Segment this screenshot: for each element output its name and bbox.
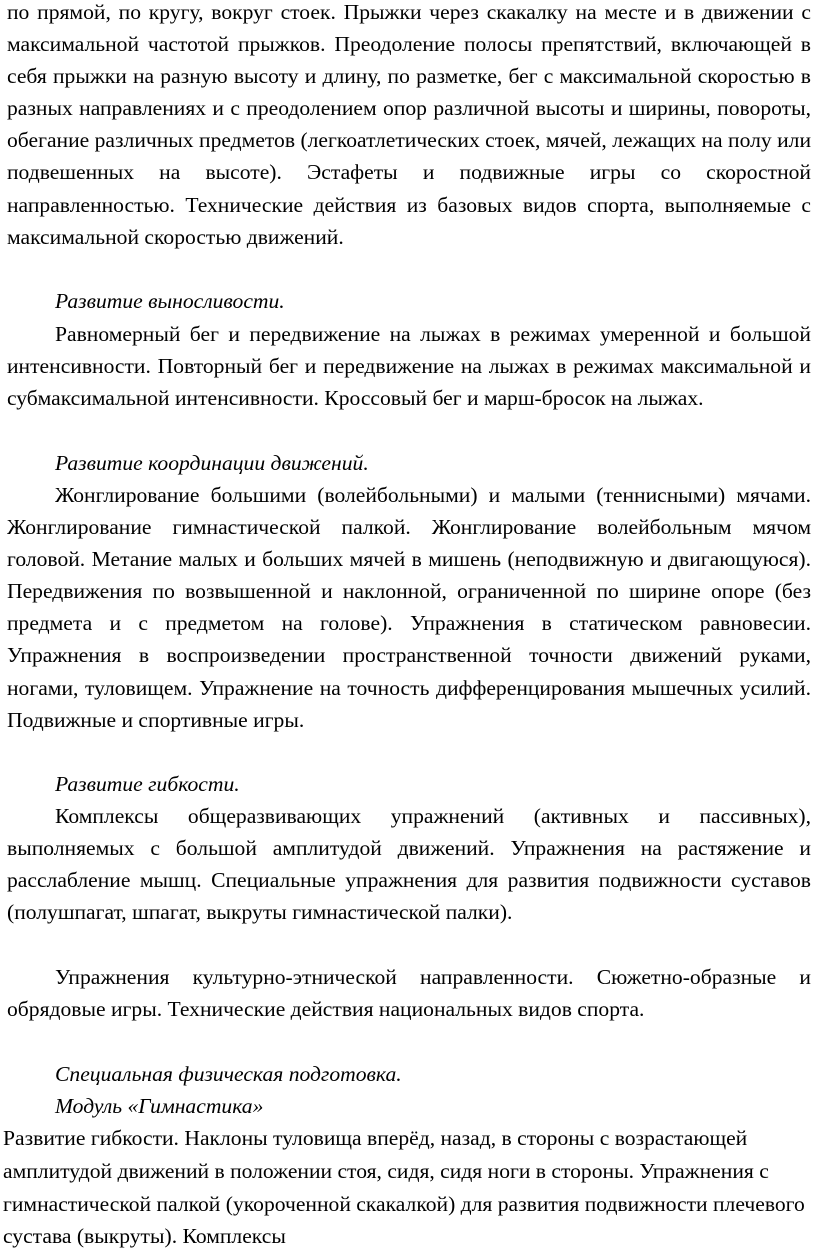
heading-special-training: Специальная физическая подготовка. (55, 1062, 402, 1086)
paragraph-gymnastics-flexibility: Развитие гибкости. Наклоны туловища вперёд, назад, в стороны с возрастающей амплитудой движений в положении стоя, сидя, сидя ноги в стороны. Упражнения с гимнастической палкой (укороченной скакалкой) для развития подвижности плечевого сустава (выкруты). Комплексы (3, 1126, 805, 1249)
paragraph-coordination: Жонглирование большими (волейбольными) и малыми (теннисными) мячами. Жонглирование гимнастической палкой. Жонглирование волейбольным мячом головой. Метание малых и больших мячей в мишень (неподвижную и двигающуюся). Передвижения по возвышенной и наклонной, ограниченной по ширине опоре (без предмета и с предметом на голове). Упражнения в статическом равновесии. Упражнения в воспроизведении пространственной точности движений руками, ногами, туловищем. Упражнение на точность дифференцирования мышечных усилий. Подвижные и спортивные игры. (7, 483, 811, 732)
paragraph-flexibility: Комплексы общеразвивающих упражнений (активных и пассивных), выполняемых с большой амплитудой движений. Упражнения на растяжение и расслабление мышц. Специальные упражнения для развития подвижности суставов (полушпагат, шпагат, выкруты гимнастической палки). (7, 804, 811, 925)
paragraph-ethnocultural: Упражнения культурно-этнической направленности. Сюжетно-образные и обрядовые игры. Технические действия национальных видов спорта. (7, 965, 811, 1022)
heading-coordination: Развитие координации движений. (55, 451, 369, 475)
heading-module-gymnastics: Модуль «Гимнастика» (55, 1094, 264, 1118)
paragraph-speed-exercises: по прямой, по кругу, вокруг стоек. Прыжки через скакалку на месте и в движении с максимальной частотой прыжков. Преодоление полосы препятствий, включающей в себя прыжки на разную высоту и длину, по разметке, бег с максимальной скоростью в разных направлениях и с преодолением опор различной высоты и ширины, повороты, обегание различных предметов (легкоатлетических стоек, мячей, лежащих на полу или подвешенных на высоте). Эстафеты и подвижные игры со скоростной направленностью. Технические действия из базовых видов спорта, выполняемые с максимальной скоростью движений. (7, 0, 811, 249)
paragraph-endurance: Равномерный бег и передвижение на лыжах в режимах умеренной и большой интенсивности. Повторный бег и передвижение на лыжах в режимах максимальной и субмаксимальной интенсивности. Кроссовый бег и марш-бросок на лыжах. (7, 322, 811, 411)
heading-endurance: Развитие выносливости. (55, 289, 285, 313)
heading-flexibility: Развитие гибкости. (55, 772, 240, 796)
